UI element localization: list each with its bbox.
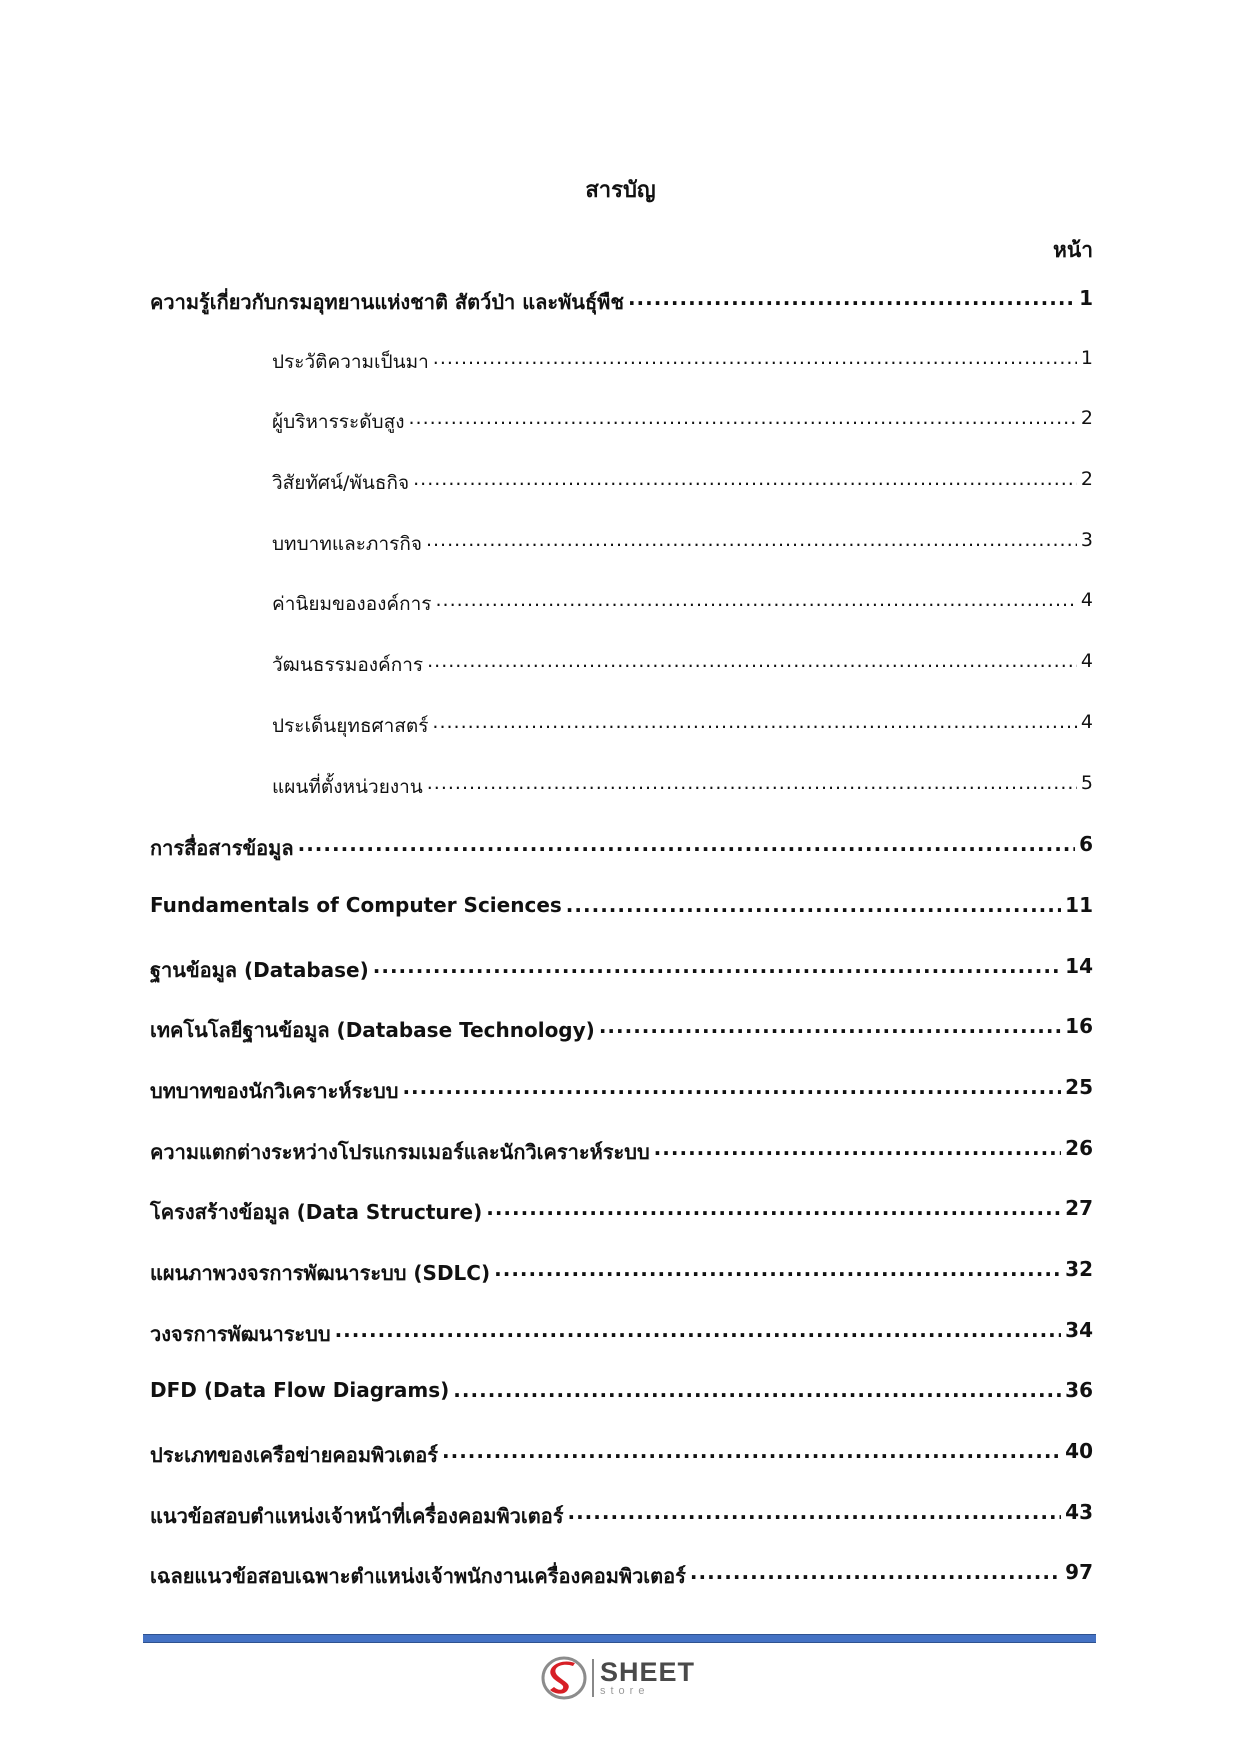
leader-dots <box>690 1560 1061 1584</box>
toc-entry-label: ความแตกต่างระหว่างโปรแกรมเมอร์และนักวิเคราะห์ระบบ <box>150 1139 650 1164</box>
page-column-header: หน้า <box>1053 238 1093 262</box>
leader-dots <box>413 468 1077 490</box>
leader-dots <box>432 711 1076 733</box>
toc-entry-label: เทคโนโลยีฐานข้อมูล (Database Technology) <box>150 1018 595 1043</box>
toc-entry-page: 14 <box>1065 953 1093 978</box>
toc-entry-page: 6 <box>1079 832 1093 857</box>
sheet-store-logo <box>540 1653 720 1703</box>
leader-dots <box>494 1257 1061 1281</box>
toc-entry <box>150 529 1093 590</box>
logo-divider <box>592 1659 594 1697</box>
toc-entry <box>150 711 1093 772</box>
footer-rule <box>143 1634 1096 1643</box>
leader-dots <box>402 1075 1061 1099</box>
toc-entry-label: วัฒนธรรมองค์การ <box>272 654 424 677</box>
toc-entry-page: 4 <box>1080 710 1093 733</box>
toc-entry-page: 2 <box>1080 468 1093 491</box>
toc-title: สารบัญ <box>585 178 656 203</box>
leader-dots <box>433 347 1077 369</box>
toc-entry-page: 36 <box>1065 1378 1093 1403</box>
toc-entry-page: 1 <box>1080 346 1093 369</box>
toc-entry <box>150 893 1093 954</box>
toc-entry-label: การสื่อสารข้อมูล <box>150 836 294 861</box>
leader-dots <box>628 286 1075 310</box>
toc-entry <box>150 650 1093 711</box>
leader-dots <box>599 1014 1061 1038</box>
toc-entry-page: 4 <box>1080 589 1093 612</box>
toc-entry <box>150 286 1093 347</box>
table-of-contents <box>150 286 1093 1621</box>
toc-entry-page: 3 <box>1080 528 1093 551</box>
leader-dots <box>426 529 1077 551</box>
toc-entry <box>150 1196 1093 1257</box>
toc-entry-page: 25 <box>1065 1074 1093 1099</box>
sheet-store-logo-icon <box>540 1654 588 1702</box>
toc-entry-label: ค่านิยมขององค์การ <box>272 593 432 616</box>
logo-subtext: store <box>600 1685 650 1697</box>
toc-entry <box>150 772 1093 833</box>
toc-entry-label: ประเภทของเครือข่ายคอมพิวเตอร์ <box>150 1443 438 1468</box>
toc-entry <box>150 1136 1093 1197</box>
toc-entry-page: 27 <box>1065 1196 1093 1221</box>
toc-entry-page: 26 <box>1065 1135 1093 1160</box>
toc-entry-label: วงจรการพัฒนาระบบ <box>150 1321 331 1346</box>
toc-entry <box>150 954 1093 1015</box>
toc-entry <box>150 1075 1093 1136</box>
toc-entry-page: 4 <box>1080 650 1093 673</box>
toc-entry <box>150 1378 1093 1439</box>
toc-entry-label: Fundamentals of Computer Sciences <box>150 892 562 917</box>
leader-dots <box>298 832 1075 856</box>
toc-entry-label: วิสัยทัศน์/พันธกิจ <box>272 472 410 495</box>
toc-entry-page: 34 <box>1065 1317 1093 1342</box>
toc-entry-label: ประวัติความเป็นมา <box>272 350 429 373</box>
toc-entry <box>150 1500 1093 1561</box>
toc-entry <box>150 468 1093 529</box>
toc-entry-page: 16 <box>1065 1014 1093 1039</box>
leader-dots <box>567 1500 1061 1524</box>
toc-entry-page: 11 <box>1065 892 1093 917</box>
leader-dots <box>442 1439 1061 1463</box>
toc-entry-page: 5 <box>1080 771 1093 794</box>
leader-dots <box>408 407 1076 429</box>
toc-entry-label: บทบาทของนักวิเคราะห์ระบบ <box>150 1078 399 1103</box>
toc-entry-page: 40 <box>1065 1439 1093 1464</box>
toc-entry <box>150 347 1093 408</box>
toc-entry-label: เฉลยแนวข้อสอบเฉพาะตำแหน่งเจ้าพนักงานเครื่องคอมพิวเตอร์ <box>150 1564 686 1589</box>
leader-dots <box>335 1318 1062 1342</box>
leader-dots <box>486 1196 1061 1220</box>
toc-entry-page: 43 <box>1065 1499 1093 1524</box>
toc-entry <box>150 1318 1093 1379</box>
toc-entry-label: แผนภาพวงจรการพัฒนาระบบ (SDLC) <box>150 1261 491 1285</box>
leader-dots <box>566 893 1061 917</box>
toc-entry-label: ประเด็นยุทธศาสตร์ <box>272 714 429 737</box>
toc-entry-page: 1 <box>1079 286 1093 310</box>
toc-entry <box>150 407 1093 468</box>
logo-wordmark: SHEET <box>600 1657 696 1687</box>
toc-entry-label: แนวข้อสอบตำแหน่งเจ้าหน้าที่เครื่องคอมพิวเตอร์ <box>150 1503 564 1528</box>
leader-dots <box>654 1136 1061 1160</box>
toc-entry <box>150 832 1093 893</box>
leader-dots <box>427 650 1077 672</box>
leader-dots <box>373 954 1061 978</box>
toc-entry-label: ฐานข้อมูล (Database) <box>150 957 369 982</box>
toc-entry-label: โครงสร้างข้อมูล (Data Structure) <box>150 1200 483 1225</box>
leader-dots <box>435 589 1076 611</box>
toc-entry-page: 2 <box>1080 407 1093 430</box>
toc-entry-page: 97 <box>1065 1560 1093 1585</box>
toc-entry-label: DFD (Data Flow Diagrams) <box>150 1378 450 1403</box>
toc-entry-label: บทบาทและภารกิจ <box>272 532 422 555</box>
leader-dots <box>427 772 1077 794</box>
toc-entry-label: ผู้บริหารระดับสูง <box>272 411 405 434</box>
toc-entry <box>150 1439 1093 1500</box>
toc-entry-label: ความรู้เกี่ยวกับกรมอุทยานแห่งชาติ สัตว์ป่า และพันธุ์พืช <box>150 290 624 314</box>
toc-entry <box>150 1560 1093 1621</box>
toc-entry-label: แผนที่ตั้งหน่วยงาน <box>272 775 423 798</box>
toc-entry <box>150 1257 1093 1318</box>
leader-dots <box>453 1378 1061 1402</box>
toc-entry <box>150 589 1093 650</box>
toc-entry <box>150 1014 1093 1075</box>
toc-entry-page: 32 <box>1065 1257 1093 1281</box>
